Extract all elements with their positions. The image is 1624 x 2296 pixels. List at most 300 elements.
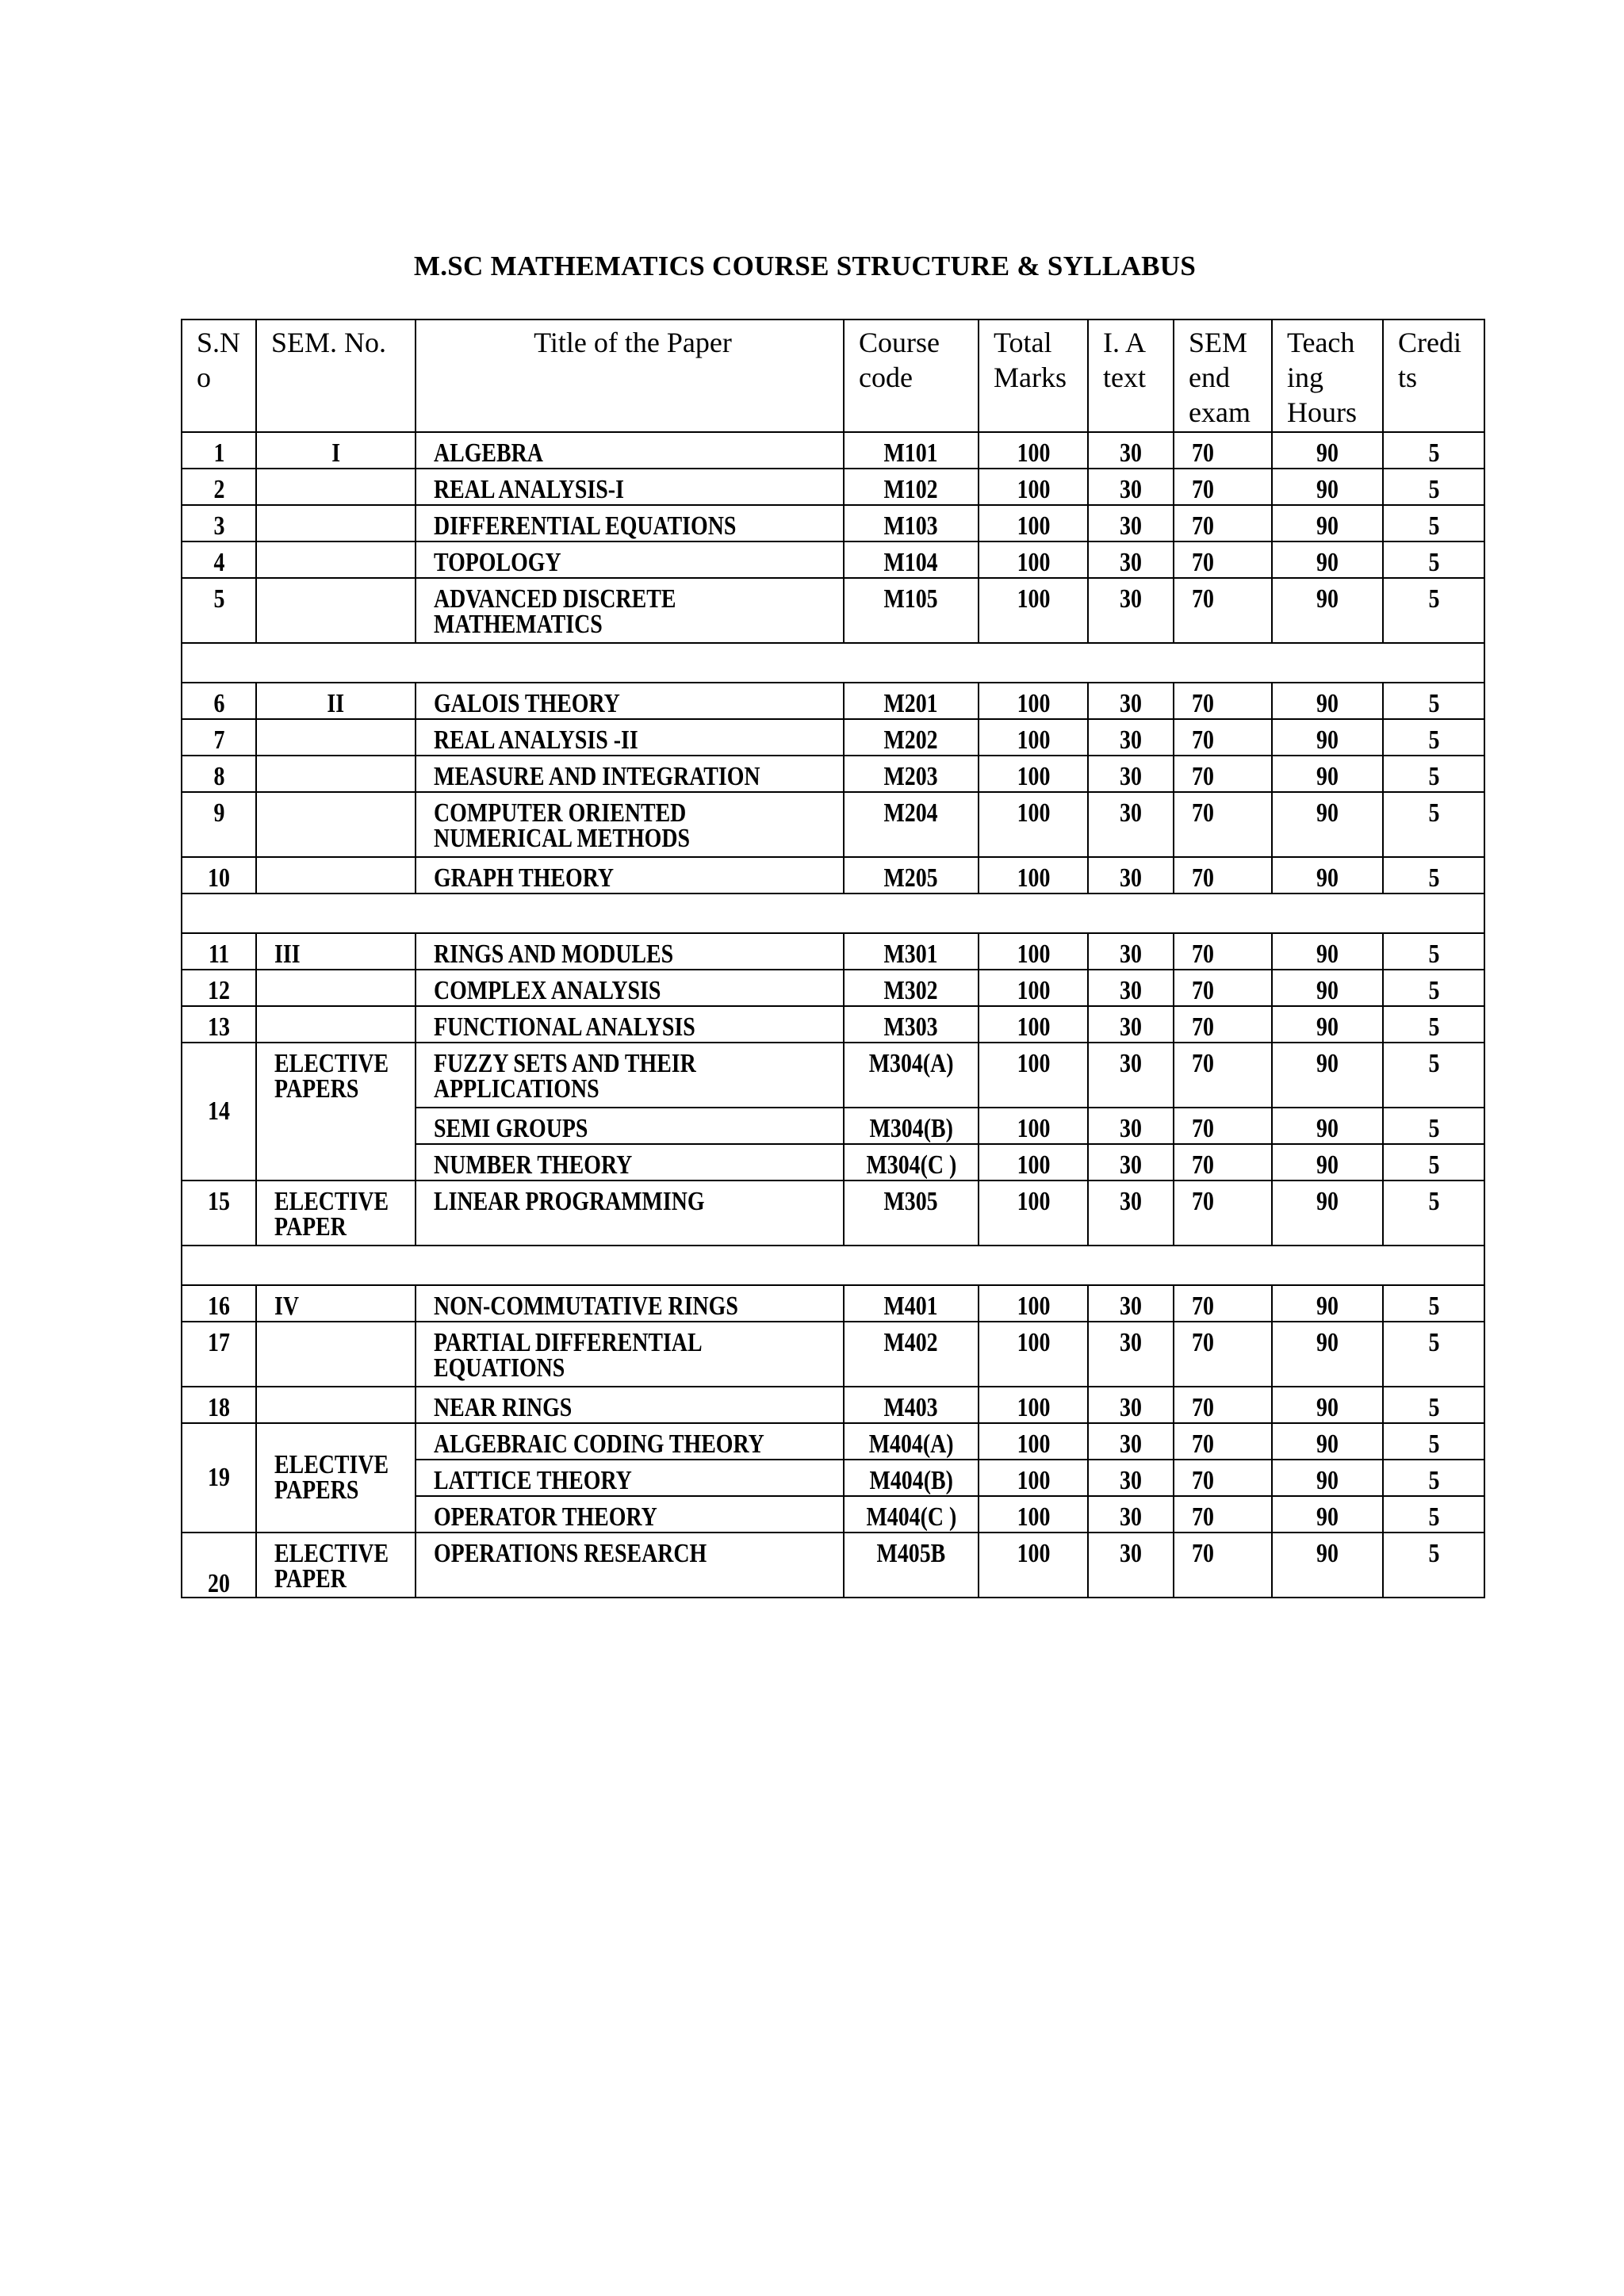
header-sno: S.N o <box>182 320 256 432</box>
total-marks-cell-text: 100 <box>1017 762 1050 791</box>
teaching-hours-cell-text: 90 <box>1316 689 1339 718</box>
credits-cell <box>1383 857 1484 894</box>
total-marks-cell <box>979 541 1088 578</box>
teaching-hours-cell <box>1272 1181 1383 1246</box>
sem-end-exam-cell-text: 70 <box>1192 1187 1214 1216</box>
semester-cell-text: ELECTIVE PAPERS <box>274 1049 389 1104</box>
credits-cell <box>1383 1285 1484 1322</box>
paper-title-cell <box>416 756 844 792</box>
sem-end-exam-cell-text: 70 <box>1192 511 1214 541</box>
sno-cell <box>182 432 256 469</box>
sem-end-exam-cell-text: 70 <box>1192 863 1214 893</box>
sem-end-exam-cell <box>1174 541 1272 578</box>
sem-end-exam-cell <box>1174 578 1272 643</box>
paper-title-cell <box>416 1006 844 1043</box>
credits-cell <box>1383 792 1484 857</box>
total-marks-cell <box>979 792 1088 857</box>
sem-end-exam-cell <box>1174 1181 1272 1246</box>
sno-cell-text: 12 <box>208 976 230 1005</box>
semester-cell <box>256 432 416 469</box>
sem-end-exam-cell <box>1174 432 1272 469</box>
teaching-hours-cell <box>1272 1006 1383 1043</box>
sem-end-exam-cell <box>1174 792 1272 857</box>
course-code-cell <box>844 970 979 1006</box>
table-header-row <box>182 320 1484 432</box>
course-code-cell <box>844 1496 979 1533</box>
credits-cell <box>1383 970 1484 1006</box>
total-marks-cell-text: 100 <box>1017 584 1050 614</box>
sno-cell <box>182 1322 256 1387</box>
total-marks-cell-text: 100 <box>1017 798 1050 828</box>
ia-cell <box>1088 857 1174 894</box>
teaching-hours-cell-text: 90 <box>1316 976 1339 1005</box>
teaching-hours-cell <box>1272 469 1383 505</box>
course-code-cell-text: M304(B) <box>869 1114 953 1143</box>
credits-cell-text: 5 <box>1428 1502 1439 1532</box>
credits-cell-text: 5 <box>1428 725 1439 755</box>
ia-cell <box>1088 792 1174 857</box>
table-row <box>182 857 1484 894</box>
paper-title-cell <box>416 1387 844 1423</box>
table-row <box>182 1285 1484 1322</box>
teaching-hours-cell <box>1272 1533 1383 1598</box>
total-marks-cell-text: 100 <box>1017 976 1050 1005</box>
semester-cell <box>256 541 416 578</box>
semester-cell <box>256 970 416 1006</box>
credits-cell-text: 5 <box>1428 1114 1439 1143</box>
syllabus-table <box>181 319 1485 1598</box>
ia-cell-text: 30 <box>1120 584 1142 614</box>
total-marks-cell-text: 100 <box>1017 1393 1050 1422</box>
header-paper: Title of the Paper <box>416 320 844 432</box>
sem-end-exam-cell <box>1174 683 1272 719</box>
paper-title-cell-text: REAL ANALYSIS-I <box>434 475 624 504</box>
semester-cell <box>256 1423 416 1533</box>
credits-cell <box>1383 1496 1484 1533</box>
total-marks-cell-text: 100 <box>1017 1049 1050 1078</box>
paper-title-cell-text: OPERATIONS RESEARCH <box>434 1539 707 1568</box>
teaching-hours-cell <box>1272 1108 1383 1144</box>
sem-end-exam-cell-text: 70 <box>1192 1466 1214 1495</box>
sem-end-exam-cell-text: 70 <box>1192 1393 1214 1422</box>
sem-end-exam-cell <box>1174 756 1272 792</box>
semester-cell <box>256 857 416 894</box>
sem-end-exam-cell-text: 70 <box>1192 1502 1214 1532</box>
ia-cell <box>1088 578 1174 643</box>
teaching-hours-cell <box>1272 1423 1383 1460</box>
credits-cell-text: 5 <box>1428 584 1439 614</box>
paper-title-cell-text: LATTICE THEORY <box>434 1466 632 1495</box>
paper-title-cell <box>416 970 844 1006</box>
ia-cell-text: 30 <box>1120 725 1142 755</box>
paper-title-cell <box>416 1460 844 1496</box>
sem-end-exam-cell-text: 70 <box>1192 1114 1214 1143</box>
credits-cell <box>1383 1423 1484 1460</box>
paper-title-cell <box>416 1108 844 1144</box>
course-code-cell <box>844 469 979 505</box>
credits-cell <box>1383 1144 1484 1181</box>
course-code-cell-text: M302 <box>883 976 939 1005</box>
credits-cell-text: 5 <box>1428 1292 1439 1321</box>
sem-end-exam-cell-text: 70 <box>1192 762 1214 791</box>
teaching-hours-cell-text: 90 <box>1316 725 1339 755</box>
sno-cell <box>182 756 256 792</box>
teaching-hours-cell-text: 90 <box>1316 1187 1339 1216</box>
paper-title-cell-text: DIFFERENTIAL EQUATIONS <box>434 511 737 541</box>
ia-cell-text: 30 <box>1120 511 1142 541</box>
header-ia: I. A text <box>1088 320 1174 432</box>
credits-cell-text: 5 <box>1428 548 1439 577</box>
total-marks-cell <box>979 432 1088 469</box>
teaching-hours-cell-text: 90 <box>1316 1429 1339 1459</box>
sem-end-exam-cell-text: 70 <box>1192 1049 1214 1078</box>
ia-cell <box>1088 1496 1174 1533</box>
separator-row <box>182 1246 1484 1285</box>
sno-cell <box>182 578 256 643</box>
sno-cell-text: 10 <box>208 863 230 893</box>
teaching-hours-cell-text: 90 <box>1316 1466 1339 1495</box>
sem-end-exam-cell <box>1174 1496 1272 1533</box>
header-total: Total Marks <box>979 320 1088 432</box>
ia-cell-text: 30 <box>1120 438 1142 468</box>
credits-cell-text: 5 <box>1428 1012 1439 1042</box>
teaching-hours-cell-text: 90 <box>1316 798 1339 828</box>
teaching-hours-cell <box>1272 578 1383 643</box>
semester-cell <box>256 1387 416 1423</box>
course-code-cell <box>844 857 979 894</box>
sem-end-exam-cell-text: 70 <box>1192 475 1214 504</box>
header-credits: Credi ts <box>1383 320 1484 432</box>
total-marks-cell <box>979 578 1088 643</box>
sem-end-exam-cell-text: 70 <box>1192 1150 1214 1180</box>
semester-cell <box>256 933 416 970</box>
teaching-hours-cell-text: 90 <box>1316 1502 1339 1532</box>
paper-title-cell <box>416 1533 844 1598</box>
semester-cell-text: ELECTIVE PAPERS <box>274 1450 389 1505</box>
total-marks-cell-text: 100 <box>1017 689 1050 718</box>
header-semend: SEM end exam <box>1174 320 1272 432</box>
total-marks-cell <box>979 970 1088 1006</box>
sem-end-exam-cell <box>1174 1460 1272 1496</box>
teaching-hours-cell <box>1272 719 1383 756</box>
total-marks-cell <box>979 933 1088 970</box>
table-row <box>182 683 1484 719</box>
header-code: Course code <box>844 320 979 432</box>
sem-end-exam-cell-text: 70 <box>1192 1429 1214 1459</box>
course-code-cell-text: M401 <box>883 1292 939 1321</box>
paper-title-cell <box>416 469 844 505</box>
total-marks-cell <box>979 1460 1088 1496</box>
ia-cell <box>1088 719 1174 756</box>
teaching-hours-cell-text: 90 <box>1316 584 1339 614</box>
credits-cell <box>1383 432 1484 469</box>
sem-end-exam-cell <box>1174 1423 1272 1460</box>
total-marks-cell-text: 100 <box>1017 438 1050 468</box>
paper-title-cell-text: FUZZY SETS AND THEIR APPLICATIONS <box>434 1049 696 1104</box>
credits-cell <box>1383 1108 1484 1144</box>
table-row <box>182 756 1484 792</box>
ia-cell-text: 30 <box>1120 1150 1142 1180</box>
sem-end-exam-cell <box>1174 1006 1272 1043</box>
course-code-cell <box>844 792 979 857</box>
teaching-hours-cell-text: 90 <box>1316 1049 1339 1078</box>
course-code-cell-text: M304(C ) <box>866 1150 956 1180</box>
ia-cell <box>1088 432 1174 469</box>
sno-cell <box>182 970 256 1006</box>
sem-end-exam-cell <box>1174 857 1272 894</box>
course-code-cell <box>844 1322 979 1387</box>
semester-cell <box>256 1043 416 1181</box>
paper-title-cell <box>416 1496 844 1533</box>
total-marks-cell <box>979 1043 1088 1108</box>
total-marks-cell <box>979 1423 1088 1460</box>
course-code-cell-text: M403 <box>883 1393 939 1422</box>
teaching-hours-cell <box>1272 1496 1383 1533</box>
ia-cell <box>1088 1181 1174 1246</box>
ia-cell-text: 30 <box>1120 976 1142 1005</box>
teaching-hours-cell-text: 90 <box>1316 475 1339 504</box>
teaching-hours-cell-text: 90 <box>1316 863 1339 893</box>
credits-cell <box>1383 1460 1484 1496</box>
credits-cell-text: 5 <box>1428 438 1439 468</box>
semester-cell <box>256 756 416 792</box>
course-code-cell <box>844 1144 979 1181</box>
total-marks-cell <box>979 469 1088 505</box>
sem-end-exam-cell-text: 70 <box>1192 689 1214 718</box>
teaching-hours-cell-text: 90 <box>1316 1328 1339 1357</box>
course-code-cell <box>844 1533 979 1598</box>
teaching-hours-cell-text: 90 <box>1316 939 1339 969</box>
table-row <box>182 505 1484 541</box>
ia-cell-text: 30 <box>1120 1429 1142 1459</box>
sno-cell <box>182 541 256 578</box>
table-row <box>182 719 1484 756</box>
teaching-hours-cell <box>1272 970 1383 1006</box>
semester-cell-text: ELECTIVE PAPER <box>274 1539 389 1594</box>
sno-cell <box>182 933 256 970</box>
table-row <box>182 1322 1484 1387</box>
paper-title-cell-text: RINGS AND MODULES <box>434 939 674 969</box>
total-marks-cell-text: 100 <box>1017 1150 1050 1180</box>
ia-cell-text: 30 <box>1120 1012 1142 1042</box>
ia-cell <box>1088 970 1174 1006</box>
ia-cell <box>1088 1006 1174 1043</box>
table-row <box>182 970 1484 1006</box>
credits-cell <box>1383 1533 1484 1598</box>
course-code-cell <box>844 505 979 541</box>
page-title: M.SC MATHEMATICS COURSE STRUCTURE & SYLLABUS <box>413 251 1197 281</box>
course-code-cell-text: M405B <box>876 1539 946 1568</box>
teaching-hours-cell <box>1272 1322 1383 1387</box>
ia-cell <box>1088 1285 1174 1322</box>
credits-cell-text: 5 <box>1428 511 1439 541</box>
course-code-cell-text: M103 <box>883 511 939 541</box>
credits-cell-text: 5 <box>1428 1429 1439 1459</box>
course-code-cell <box>844 1181 979 1246</box>
semester-cell <box>256 792 416 857</box>
paper-title-cell <box>416 792 844 857</box>
credits-cell <box>1383 1043 1484 1108</box>
total-marks-cell-text: 100 <box>1017 1466 1050 1495</box>
course-code-cell-text: M404(A) <box>868 1429 954 1459</box>
semester-cell <box>256 578 416 643</box>
sno-cell-text: 11 <box>208 939 230 969</box>
separator-row <box>182 894 1484 933</box>
total-marks-cell-text: 100 <box>1017 1539 1050 1568</box>
ia-cell-text: 30 <box>1120 689 1142 718</box>
total-marks-cell-text: 100 <box>1017 1292 1050 1321</box>
sem-end-exam-cell <box>1174 1322 1272 1387</box>
sem-end-exam-cell <box>1174 1285 1272 1322</box>
credits-cell-text: 5 <box>1428 1393 1439 1422</box>
sno-cell <box>182 469 256 505</box>
paper-title-cell <box>416 505 844 541</box>
total-marks-cell-text: 100 <box>1017 1114 1050 1143</box>
total-marks-cell-text: 100 <box>1017 725 1050 755</box>
semester-cell-text: III <box>274 939 301 969</box>
course-code-cell-text: M202 <box>883 725 939 755</box>
course-code-cell <box>844 578 979 643</box>
sem-end-exam-cell-text: 70 <box>1192 725 1214 755</box>
ia-cell <box>1088 469 1174 505</box>
paper-title-cell <box>416 719 844 756</box>
paper-title-cell-text: NON-COMMUTATIVE RINGS <box>434 1292 738 1321</box>
teaching-hours-cell <box>1272 1387 1383 1423</box>
table-row <box>182 541 1484 578</box>
table-row <box>182 432 1484 469</box>
ia-cell-text: 30 <box>1120 1466 1142 1495</box>
ia-cell <box>1088 505 1174 541</box>
sem-end-exam-cell-text: 70 <box>1192 798 1214 828</box>
teaching-hours-cell-text: 90 <box>1316 1539 1339 1568</box>
credits-cell-text: 5 <box>1428 1049 1439 1078</box>
paper-title-cell <box>416 683 844 719</box>
sem-end-exam-cell <box>1174 1387 1272 1423</box>
credits-cell-text: 5 <box>1428 939 1439 969</box>
paper-title-cell <box>416 1181 844 1246</box>
total-marks-cell <box>979 1181 1088 1246</box>
total-marks-cell <box>979 857 1088 894</box>
paper-title-cell-text: REAL ANALYSIS -II <box>434 725 638 755</box>
table-row <box>182 1043 1484 1108</box>
total-marks-cell-text: 100 <box>1017 1187 1050 1216</box>
teaching-hours-cell-text: 90 <box>1316 1114 1339 1143</box>
semester-cell <box>256 1533 416 1598</box>
course-code-cell <box>844 683 979 719</box>
course-code-cell-text: M404(B) <box>869 1466 953 1495</box>
course-code-cell <box>844 756 979 792</box>
teaching-hours-cell-text: 90 <box>1316 548 1339 577</box>
ia-cell <box>1088 683 1174 719</box>
table-row <box>182 1006 1484 1043</box>
ia-cell-text: 30 <box>1120 863 1142 893</box>
ia-cell <box>1088 1043 1174 1108</box>
sem-end-exam-cell <box>1174 719 1272 756</box>
ia-cell-text: 30 <box>1120 798 1142 828</box>
sem-end-exam-cell <box>1174 469 1272 505</box>
paper-title-cell-text: OPERATOR THEORY <box>434 1502 657 1532</box>
course-code-cell <box>844 933 979 970</box>
separator-cell <box>182 894 1484 933</box>
credits-cell-text: 5 <box>1428 863 1439 893</box>
teaching-hours-cell-text: 90 <box>1316 1292 1339 1321</box>
teaching-hours-cell <box>1272 1285 1383 1322</box>
ia-cell <box>1088 1387 1174 1423</box>
course-code-cell <box>844 1043 979 1108</box>
paper-title-cell <box>416 857 844 894</box>
sno-cell-text: 20 <box>208 1569 230 1598</box>
paper-title-cell-text: PARTIAL DIFFERENTIAL EQUATIONS <box>434 1328 703 1383</box>
paper-title-cell-text: GALOIS THEORY <box>434 689 620 718</box>
header-sem: SEM. No. <box>256 320 416 432</box>
paper-title-cell-text: GRAPH THEORY <box>434 863 614 893</box>
table-row <box>182 792 1484 857</box>
table-row <box>182 578 1484 643</box>
separator-cell <box>182 1246 1484 1285</box>
sno-cell-text: 4 <box>213 548 224 577</box>
sno-cell <box>182 792 256 857</box>
sno-cell-text: 17 <box>208 1328 230 1357</box>
table-row <box>182 933 1484 970</box>
sem-end-exam-cell-text: 70 <box>1192 1012 1214 1042</box>
sno-cell <box>182 719 256 756</box>
total-marks-cell <box>979 719 1088 756</box>
separator-row <box>182 643 1484 683</box>
total-marks-cell-text: 100 <box>1017 863 1050 893</box>
sno-cell <box>182 1533 256 1598</box>
credits-cell-text: 5 <box>1428 1187 1439 1216</box>
course-code-cell-text: M204 <box>883 798 939 828</box>
total-marks-cell-text: 100 <box>1017 1328 1050 1357</box>
credits-cell <box>1383 683 1484 719</box>
sno-cell-text: 13 <box>208 1012 230 1042</box>
table-row <box>182 1387 1484 1423</box>
paper-title-cell <box>416 432 844 469</box>
sno-cell <box>182 1285 256 1322</box>
sem-end-exam-cell <box>1174 1144 1272 1181</box>
ia-cell-text: 30 <box>1120 762 1142 791</box>
credits-cell-text: 5 <box>1428 475 1439 504</box>
credits-cell <box>1383 578 1484 643</box>
total-marks-cell-text: 100 <box>1017 511 1050 541</box>
ia-cell-text: 30 <box>1120 1114 1142 1143</box>
sem-end-exam-cell-text: 70 <box>1192 1539 1214 1568</box>
course-code-cell-text: M105 <box>883 584 939 614</box>
ia-cell-text: 30 <box>1120 939 1142 969</box>
semester-cell <box>256 1322 416 1387</box>
teaching-hours-cell <box>1272 1043 1383 1108</box>
total-marks-cell <box>979 1533 1088 1598</box>
sem-end-exam-cell-text: 70 <box>1192 438 1214 468</box>
total-marks-cell-text: 100 <box>1017 475 1050 504</box>
teaching-hours-cell <box>1272 1144 1383 1181</box>
separator-cell <box>182 643 1484 683</box>
ia-cell <box>1088 1423 1174 1460</box>
sem-end-exam-cell-text: 70 <box>1192 1292 1214 1321</box>
sem-end-exam-cell-text: 70 <box>1192 548 1214 577</box>
teaching-hours-cell <box>1272 541 1383 578</box>
teaching-hours-cell <box>1272 683 1383 719</box>
total-marks-cell <box>979 1496 1088 1533</box>
course-code-cell <box>844 1387 979 1423</box>
total-marks-cell <box>979 1285 1088 1322</box>
credits-cell <box>1383 505 1484 541</box>
ia-cell <box>1088 1533 1174 1598</box>
ia-cell <box>1088 1108 1174 1144</box>
semester-cell-text: II <box>327 689 345 718</box>
sem-end-exam-cell-text: 70 <box>1192 939 1214 969</box>
sem-end-exam-cell-text: 70 <box>1192 1328 1214 1357</box>
